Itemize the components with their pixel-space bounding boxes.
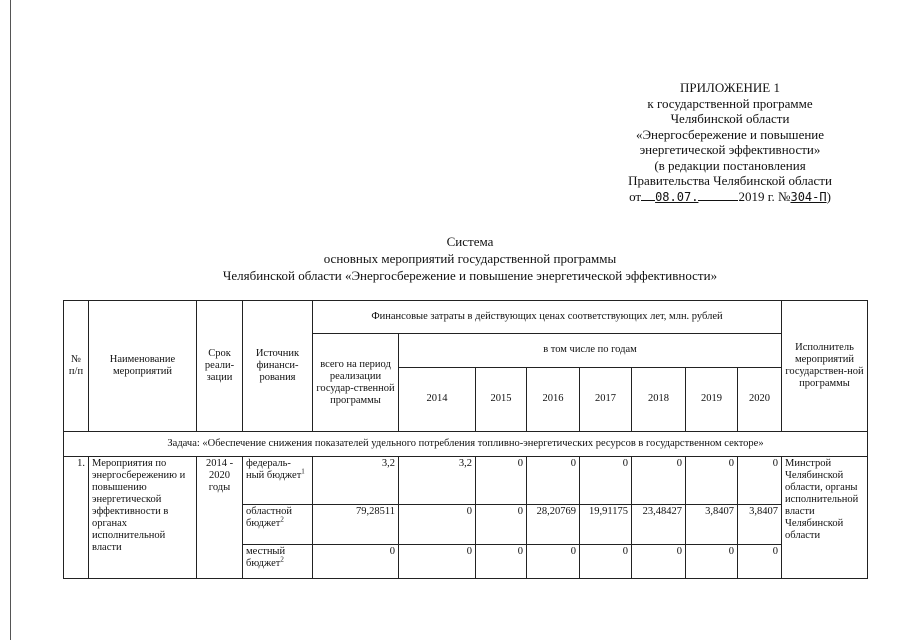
- item-name: Мероприятия по энергосбережению и повышению энергетической эффективности в органах исполнительной власти: [89, 457, 197, 579]
- header-by-year: в том числе по годам: [399, 334, 782, 368]
- title-line: основных мероприятий государственной программы: [323, 251, 617, 266]
- footnote-mark: 2: [280, 555, 284, 564]
- year-cell: 3,2: [399, 457, 476, 505]
- total-cell: 79,28511: [313, 505, 399, 545]
- item-number: 1.: [64, 457, 89, 579]
- appendix-line: Правительства Челябинской области: [628, 173, 832, 188]
- header-year: 2019: [686, 367, 738, 431]
- year-cell: 0: [476, 457, 527, 505]
- source-label: местный бюджет: [246, 546, 286, 569]
- year-cell: 19,91175: [580, 505, 632, 545]
- year-cell: 0: [632, 545, 686, 579]
- header-total: всего на период реализации государ-ственной программы: [313, 334, 399, 432]
- year-cell: 0: [476, 545, 527, 579]
- source-cell: [243, 505, 313, 545]
- appendix-line: «Энергосбережение и повышение: [635, 126, 825, 142]
- footnote-mark: 1: [301, 467, 305, 476]
- date-year: 2019 г. №: [738, 188, 791, 204]
- date-value: 08.07.: [655, 189, 699, 204]
- year-cell: 0: [686, 545, 738, 579]
- task-row: Задача: «Обеспечение снижения показателей удельного потребления топливно-энергетических ресурсов в государственном секторе»: [64, 432, 868, 457]
- date-underline: [641, 189, 655, 201]
- year-cell: 3,8407: [738, 505, 782, 545]
- year-cell: 0: [632, 457, 686, 505]
- appendix-line: к государственной программе: [647, 95, 813, 111]
- source-cell: [243, 545, 313, 579]
- header-year: 2016: [527, 367, 580, 431]
- header-name: Наименование мероприятий: [89, 301, 197, 432]
- year-cell: 28,20769: [527, 505, 580, 545]
- title-line: Система: [446, 234, 494, 249]
- header-year: 2014: [399, 367, 476, 431]
- header-year: 2015: [476, 367, 527, 431]
- header-executor: Исполнитель мероприятий государствен-ной программы: [782, 301, 868, 432]
- year-cell: 23,48427: [632, 505, 686, 545]
- year-cell: 0: [686, 457, 738, 505]
- source-cell: [243, 457, 313, 505]
- year-cell: 0: [527, 545, 580, 579]
- source-label: федераль-ный бюджет: [246, 458, 302, 481]
- year-cell: 3,8407: [686, 505, 738, 545]
- margin-line: [10, 0, 11, 640]
- year-cell: 0: [738, 457, 782, 505]
- header-finance: Финансовые затраты в действующих ценах соответствующих лет, млн. рублей: [313, 301, 782, 334]
- header-year: 2017: [580, 367, 632, 431]
- appendix-line: энергетической эффективности»: [639, 142, 821, 157]
- year-cell: 0: [527, 457, 580, 505]
- header-term: Срок реали-зации: [197, 301, 243, 432]
- year-cell: 0: [399, 545, 476, 579]
- header-no: № п/п: [64, 301, 89, 432]
- appendix-date-line: [560, 189, 900, 206]
- total-cell: 3,2: [313, 457, 399, 505]
- document-title: [40, 233, 900, 284]
- year-cell: 0: [399, 505, 476, 545]
- year-cell: 0: [580, 457, 632, 505]
- item-executor: Минстрой Челябинской области, органы исполнительной власти Челябинской области: [782, 457, 868, 579]
- header-source: Источник финанси-рования: [243, 301, 313, 432]
- header-year: 2020: [738, 367, 782, 431]
- date-prefix: от: [629, 188, 642, 204]
- appendix-line: (в редакции постановления: [654, 157, 806, 173]
- year-cell: 0: [580, 545, 632, 579]
- footnote-mark: 2: [280, 515, 284, 524]
- document-number: 304-П: [790, 189, 827, 204]
- year-cell: 0: [476, 505, 527, 545]
- date-close: ): [826, 188, 831, 204]
- appendix-line: Челябинской области: [670, 111, 790, 126]
- appendix-title: ПРИЛОЖЕНИЕ 1: [680, 80, 780, 95]
- header-year: 2018: [632, 367, 686, 431]
- title-line: Челябинской области «Энергосбережение и повышение энергетической эффективности»: [222, 268, 718, 283]
- total-cell: 0: [313, 545, 399, 579]
- source-label: областной бюджет: [246, 506, 292, 529]
- year-cell: 0: [738, 545, 782, 579]
- appendix-header: [560, 80, 900, 205]
- date-underline: [698, 189, 738, 201]
- table-row: [64, 457, 868, 505]
- measures-table: [63, 300, 868, 579]
- item-term: 2014 - 2020 годы: [197, 457, 243, 579]
